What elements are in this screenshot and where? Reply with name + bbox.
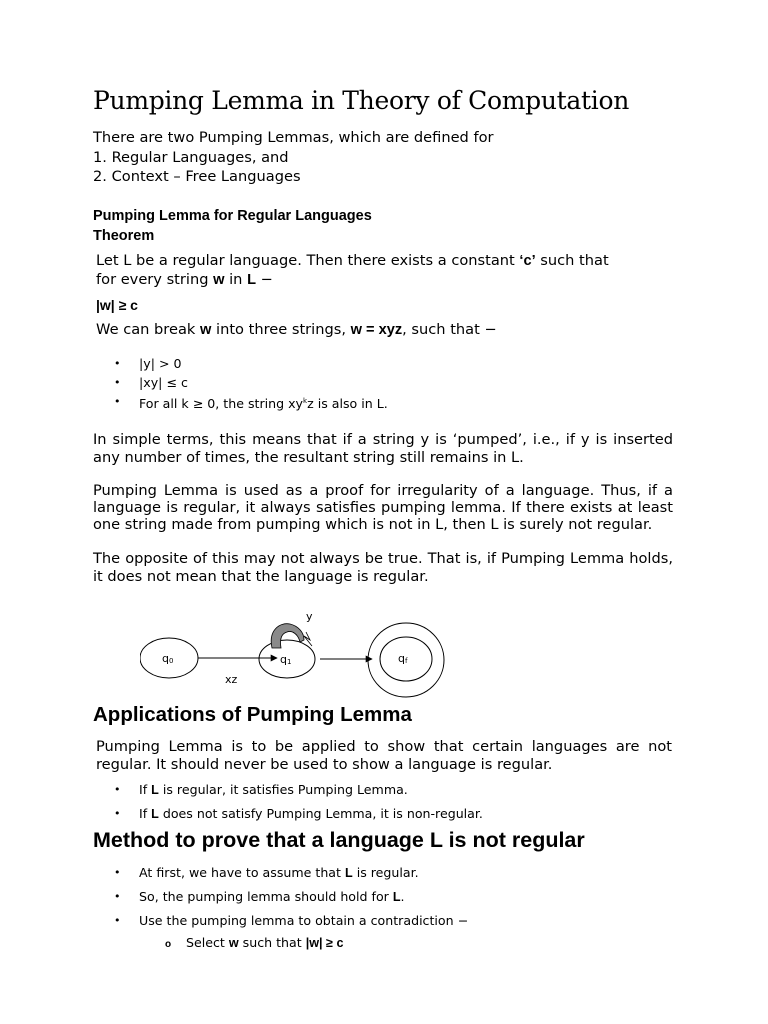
intro-item-2 xyxy=(93,167,494,187)
applications-list xyxy=(93,778,483,826)
list-item: • |xy| ≤ c xyxy=(93,373,388,392)
break-text xyxy=(96,320,497,340)
var-w: w xyxy=(200,322,212,338)
section-heading: Pumping Lemma for Regular Languages xyxy=(93,208,372,224)
theorem-part: − xyxy=(255,270,273,288)
list-item xyxy=(93,861,468,885)
method-sub-item xyxy=(165,933,343,955)
superscript-k: k xyxy=(303,397,308,405)
list-item xyxy=(93,392,388,413)
list-item: • Use the pumping lemma to obtain a contradiction − xyxy=(93,909,468,933)
state-q0-label: q0 xyxy=(162,652,174,665)
condition-list xyxy=(93,354,388,413)
paragraph-opposite: The opposite of this may not always be true. That is, if Pumping Lemma holds, it does not mean that the language is regular. xyxy=(93,550,673,585)
intro-item-1 xyxy=(93,148,494,168)
state-qf-label: qf xyxy=(398,652,408,665)
list-item xyxy=(93,802,483,826)
list-text: If xyxy=(139,806,152,821)
method-heading: Method to prove that a language L is not regular xyxy=(93,828,585,852)
list-text: Select xyxy=(186,935,229,950)
theorem-part: Let L be a regular language. Then there exists a constant xyxy=(96,252,520,269)
label-xz: xz xyxy=(225,673,238,686)
method-list xyxy=(93,861,468,933)
applications-heading: Applications of Pumping Lemma xyxy=(93,703,412,726)
list-item: • |y| > 0 xyxy=(93,354,388,373)
var-w: w xyxy=(228,936,239,950)
intro-line: There are two Pumping Lemmas, which are defined for xyxy=(93,129,494,146)
item-number: 1. xyxy=(93,148,107,166)
theorem-part: for every string xyxy=(96,270,214,288)
var-L: L xyxy=(344,866,353,880)
var-L: L xyxy=(151,807,159,821)
list-text: does not satisfy Pumping Lemma, it is non-regular. xyxy=(158,806,483,821)
theorem-text xyxy=(96,252,609,289)
applications-paragraph: Pumping Lemma is to be applied to show that certain languages are not regular. It should never be used to show a language is regular. xyxy=(96,738,672,773)
list-text: is regular. xyxy=(352,865,419,880)
state-q1-label: q1 xyxy=(280,653,292,666)
list-text: z is also in L. xyxy=(307,396,388,412)
length-condition: |w| ≥ c xyxy=(305,936,344,950)
intro xyxy=(93,128,494,187)
list-text: At first, we have to assume that xyxy=(139,865,345,880)
list-text: such that xyxy=(238,935,306,950)
regular-heading-block xyxy=(93,207,372,246)
list-text: is regular, it satisfies Pumping Lemma. xyxy=(158,782,408,797)
loop-arrow-tip xyxy=(304,632,312,646)
sub-bullet-marker: o xyxy=(165,939,172,950)
item-number: 2. xyxy=(93,168,107,185)
item-text: Context – Free Languages xyxy=(111,168,301,185)
item-text: Regular Languages, and xyxy=(111,148,289,166)
page-title: Pumping Lemma in Theory of Computation xyxy=(93,86,630,115)
length-condition: |w| ≥ c xyxy=(96,297,138,313)
constant-c: ‘c’ xyxy=(519,253,536,269)
label-y: y xyxy=(306,610,313,623)
theorem-part: such that xyxy=(535,252,609,269)
list-item xyxy=(93,778,483,802)
section-subheading: Theorem xyxy=(93,227,155,244)
var-L: L xyxy=(151,783,159,797)
var-L: L xyxy=(392,890,401,904)
break-part: , such that − xyxy=(402,321,497,338)
var-w: w xyxy=(213,271,225,288)
list-text: For all k ≥ 0, the string xy xyxy=(139,396,304,412)
break-part: We can break xyxy=(96,321,201,338)
equation-xyz: w = xyz xyxy=(350,322,403,338)
list-text: . xyxy=(400,889,405,904)
theorem-part: in xyxy=(224,270,248,288)
break-part: into three strings, xyxy=(211,321,351,338)
list-text: So, the pumping lemma should hold for xyxy=(139,889,393,904)
list-text: If xyxy=(139,782,152,797)
list-item xyxy=(93,885,468,909)
var-L: L xyxy=(247,271,256,288)
paragraph-proof: Pumping Lemma is used as a proof for irregularity of a language. Thus, if a language is regular, it always satisfies pumping lemma. If there exists at least one string made from pumping which is not in L, then L is surely not regular. xyxy=(93,482,673,533)
paragraph-simple-terms: In simple terms, this means that if a string y is ‘pumped’, i.e., if y is inserted any number of times, the resultant string still remains in L. xyxy=(93,431,673,466)
automaton-diagram xyxy=(140,602,460,702)
